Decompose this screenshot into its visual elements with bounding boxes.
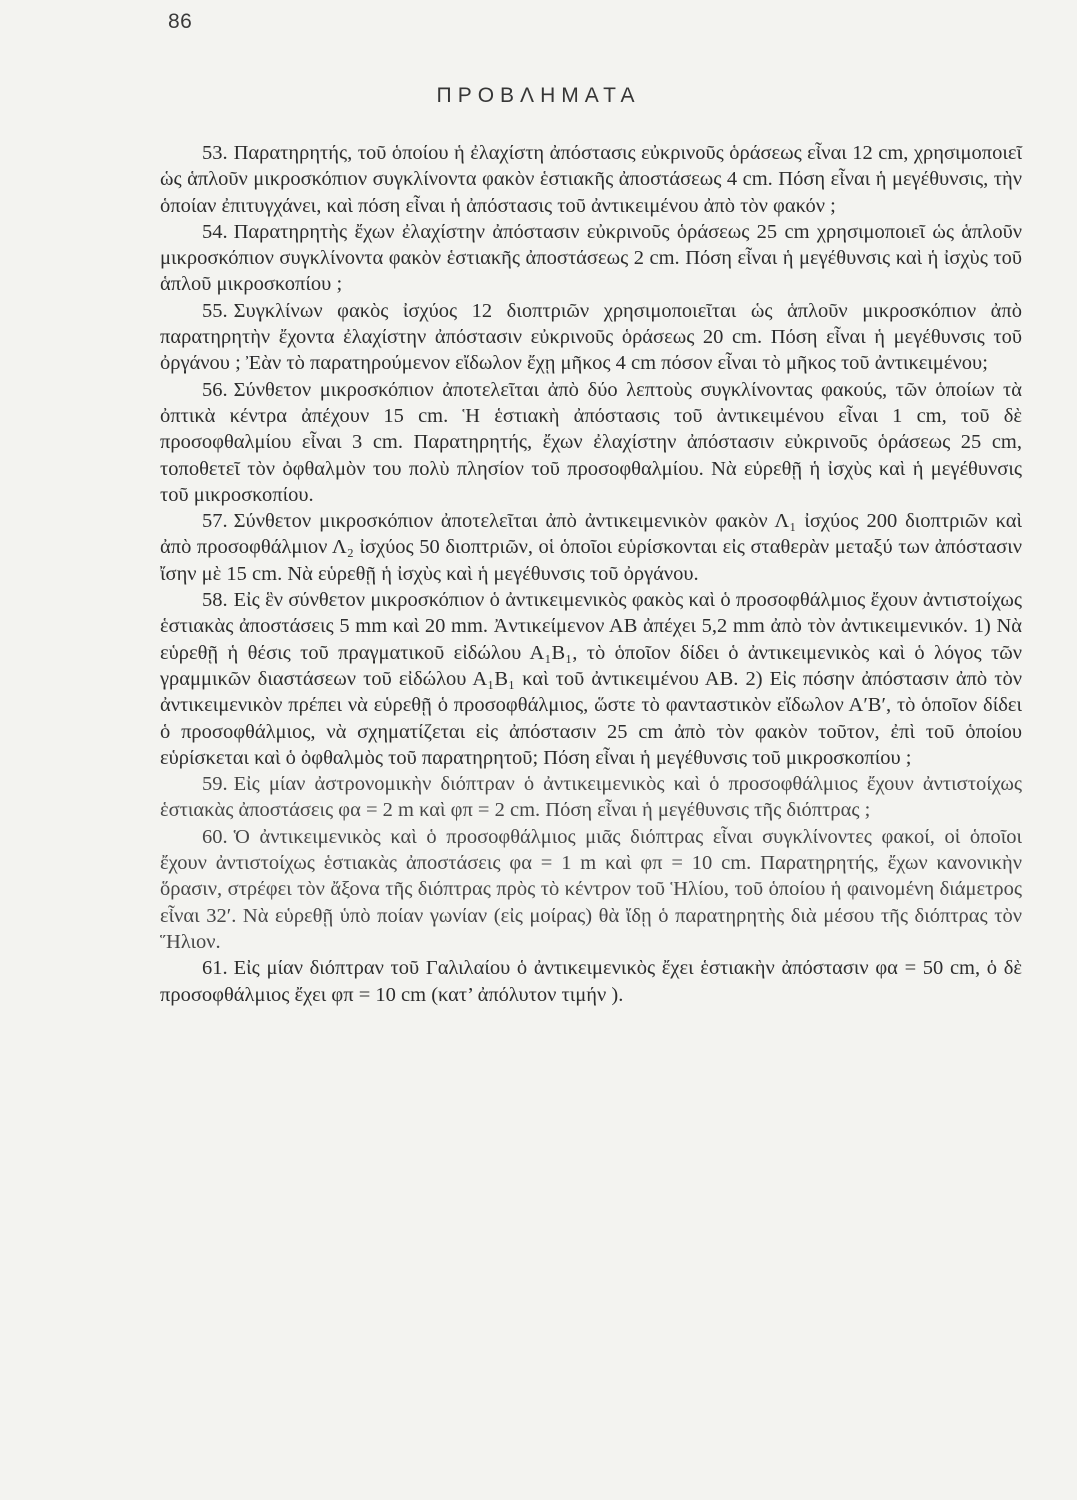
problem-number: 55. (202, 299, 228, 322)
problem-number: 61. (202, 957, 228, 980)
problem-number: 53. (202, 142, 228, 164)
problem-text: Συγκλίνων φακὸς ἰσχύος 12 διοπτριῶν χρησιμοποιεῖται ὡς ἁπλοῦν μικροσκόπιον ἀπὸ παρατηρητὴν ἔχοντα ἐλαχίστην ἀπόστασιν εὐκρινοῦς ὁράσεως 20 cm. Πόση εἶναι ἡ μεγέθυνσις τοῦ ὀργάνου ; Ἐὰν τὸ παρατηρούμενον εἴδωλον ἔχῃ μῆκος 4 cm πόσον εἶναι τὸ μῆκος τοῦ ἀντικειμένου; (160, 299, 1022, 375)
problem-number: 60. (202, 825, 228, 848)
problem-number: 58. (202, 589, 228, 612)
problem-text: Εἰς μίαν ἀστρονομικὴν διόπτραν ὁ ἀντικειμενικὸς καὶ ὁ προσοφθάλμιος ἔχουν ἀντιστοίχως ἑστιακὰς ἀποστάσεις φα = 2 m καὶ φπ = 2 cm. Πόση εἶναι ἡ μεγέθυνσις τῆς διόπτρας ; (160, 773, 1022, 822)
problem-number: 59. (202, 773, 228, 796)
problem-text: Παρατηρητὴς ἔχων ἐλαχίστην ἀπόστασιν εὐκρινοῦς ὁράσεως 25 cm χρησιμοποιεῖ ὡς ἁπλοῦν μικροσκόπιον συγκλίνοντα φακὸν ἑστιακῆς ἀποστάσεως 2 cm. Πόση εἶναι ἡ μεγέθυνσις καὶ ἡ ἰσχὺς τοῦ ἁπλοῦ μικροσκοπίου ; (160, 220, 1022, 296)
problem-58 (160, 587, 1022, 771)
problem-text: Ὁ ἀντικειμενικὸς καὶ ὁ προσοφθάλμιος μιᾶς διόπτρας εἶναι συγκλίνοντες φακοί, οἱ ὁποῖοι ἔχουν ἀντιστοίχως ἑστιακὰς ἀποστάσεις φα = 1 m καὶ φπ = 10 cm. Παρατηρητής, ἔχων κανονικὴν ὅρασιν, στρέφει τὸν ἄξονα τῆς διόπτρας πρὸς τὸ κέντρον τοῦ Ἡλίου, τοῦ ὁποίου ἡ φαινομένη διάμετρος εἶναι 32′. Νὰ εὑρεθῇ ὑπὸ ποίαν γωνίαν (εἰς μοίρας) θὰ ἴδῃ ὁ παρατηρητὴς διὰ μέσου τῆς διόπτρας τὸν Ἥλιον. (160, 825, 1022, 953)
problem-text: Σύνθετον μικροσκόπιον ἀποτελεῖται ἀπὸ ἀντικειμενικὸν φακὸν Λ₁ ἰσχύος 200 διοπτριῶν καὶ ἀπὸ προσοφθάλμιον Λ₂ ἰσχύος 50 διοπτριῶν, οἱ ὁποῖοι εὑρίσκονται εἰς σταθερὰν μεταξύ των ἀπόστασιν ἴσην μὲ 15 cm. Νὰ εὑρεθῇ ἡ ἰσχὺς καὶ ἡ μεγέθυνσις τοῦ ὀργάνου. (160, 510, 1022, 585)
problem-text: Παρατηρητής, τοῦ ὁποίου ἡ ἐλαχίστη ἀπόστασις εὐκρινοῦς ὁράσεως εἶναι 12 cm, χρησιμοποιεῖ ὡς ἁπλοῦν μικροσκόπιον συγκλίνοντα φακὸν ἑστιακῆς ἀποστάσεως 4 cm. Πόση εἶναι ἡ μεγέθυνσις, τὴν ὁποίαν ἐπιτυγχάνει, καὶ πόση εἶναι ἡ ἀπόστασις τοῦ ἀντικειμένου ἀπὸ τὸν φακόν ; (160, 142, 1022, 217)
problem-text: Εἰς μίαν διόπτραν τοῦ Γαλιλαίου ὁ ἀντικειμενικὸς ἔχει ἑστιακὴν ἀπόστασιν φα = 50 cm, ὁ δὲ προσοφθάλμιος ἔχει φπ = 10 cm (κατ’ ἀπόλυτον τιμήν ). (160, 957, 1022, 1006)
problem-text: Σύνθετον μικροσκόπιον ἀποτελεῖται ἀπὸ δύο λεπτοὺς συγκλίνοντας φακούς, τῶν ὁποίων τὰ ὀπτικὰ κέντρα ἀπέχουν 15 cm. Ἡ ἑστιακὴ ἀπόστασις τοῦ ἀντικειμένου εἶναι 1 cm, τοῦ δὲ προσοφθαλμίου εἶναι 3 cm. Παρατηρητής, ἔχων ἐλαχίστην ἀπόστασιν εὐκρινοῦς ὁράσεως 25 cm, τοποθετεῖ τὸν ὀφθαλμὸν του πολὺ πλησίον τοῦ προσοφθαλμίου. Νὰ εὑρεθῇ ἡ ἰσχὺς καὶ ἡ μεγέθυνσις τοῦ μικροσκοπίου. (160, 378, 1022, 506)
problem-55 (160, 298, 1022, 377)
problem-56 (160, 377, 1022, 508)
problems-list (160, 140, 1022, 1008)
problem-54 (160, 219, 1022, 298)
problem-number: 57. (202, 510, 228, 533)
problem-57 (160, 508, 1022, 587)
problem-61 (160, 955, 1022, 1008)
problem-number: 56. (202, 378, 228, 401)
section-title: ΠΡΟΒΛΗΜΑΤΑ (436, 84, 641, 107)
problem-59 (160, 771, 1022, 824)
problem-number: 54. (202, 220, 228, 243)
problem-text: Εἰς ἓν σύνθετον μικροσκόπιον ὁ ἀντικειμενικὸς φακὸς καὶ ὁ προσοφθάλμιος ἔχουν ἀντιστοίχως ἑστιακὰς ἀποστάσεις 5 mm καὶ 20 mm. Ἀντικείμενον ΑΒ ἀπέχει 5,2 mm ἀπὸ τὸν ἀντικειμενικόν. 1) Νὰ εὑρεθῇ ἡ θέσις τοῦ πραγματικοῦ εἰδώλου Α₁Β₁, τὸ ὁποῖον δίδει ὁ ἀντικειμενικὸς καὶ ὁ λόγος τῶν γραμμικῶν διαστάσεων τοῦ εἰδώλου Α₁Β₁ καὶ τοῦ ἀντικειμένου ΑΒ. 2) Εἰς πόσην ἀπόστασιν ἀπὸ τὸν ἀντικειμενικὸν πρέπει νὰ εὑρεθῇ ὁ προσοφθάλμιος, ὥστε τὸ φανταστικὸν εἴδωλον Α′Β′, τὸ ὁποῖον δίδει ὁ προσοφθάλμιος, νὰ σχηματίζεται εἰς ἀπόστασιν 25 cm ἀπὸ τὸν φακὸν τοῦτον, ἐπὶ τοῦ ὁποίου εὑρίσκεται καὶ ὁ ὀφθαλμὸς τοῦ παρατηρητοῦ; Πόση εἶναι ἡ μεγέθυνσις τοῦ μικροσκοπίου ; (160, 589, 1022, 769)
problem-53 (160, 140, 1022, 219)
page-number: 86 (168, 10, 193, 33)
problem-60 (160, 824, 1022, 955)
